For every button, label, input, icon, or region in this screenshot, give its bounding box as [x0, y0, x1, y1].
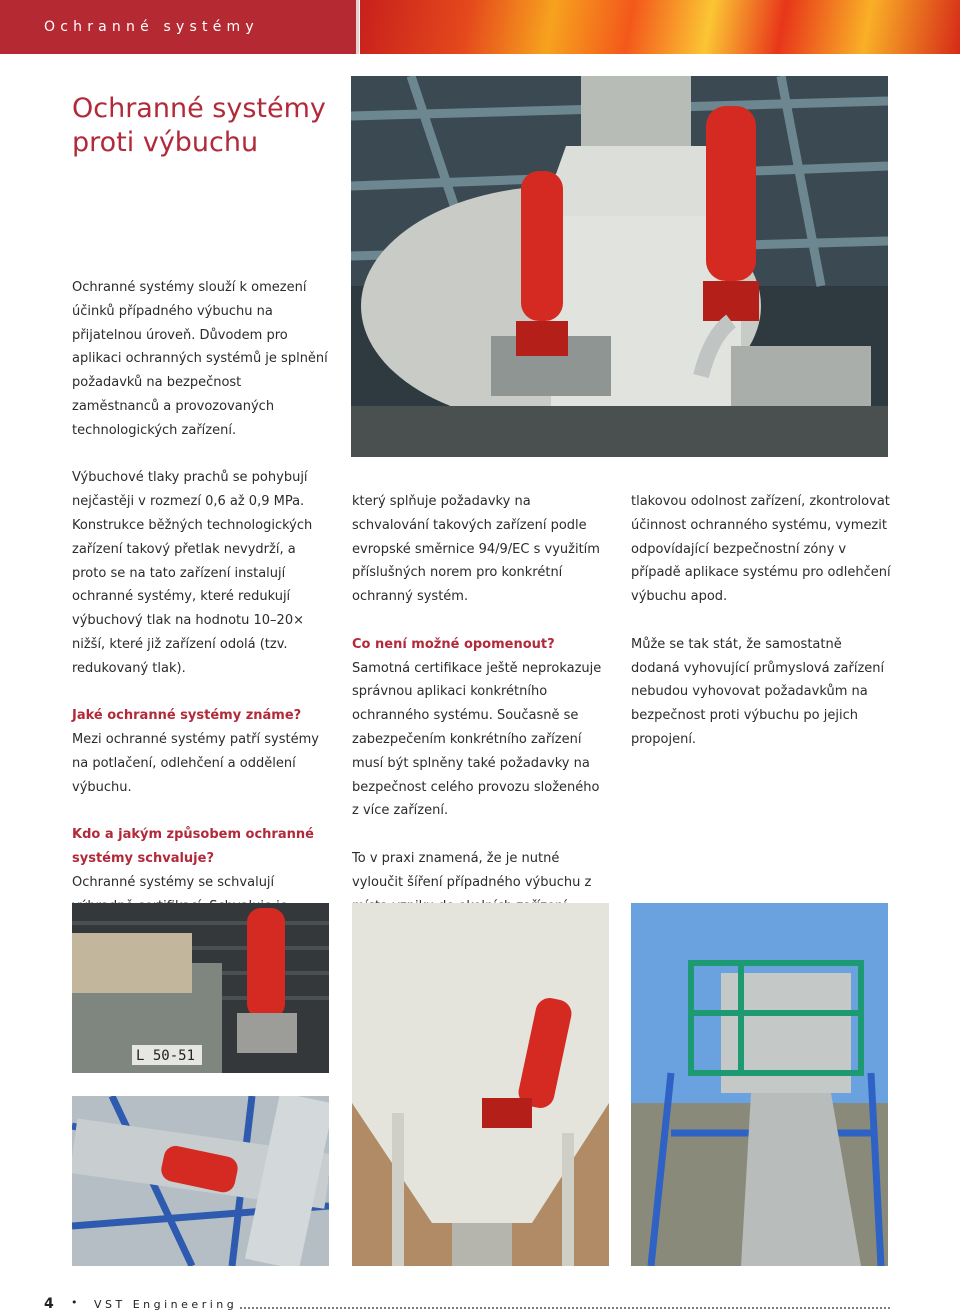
paragraph: Ochranné systémy se schvalují: [72, 874, 275, 890]
photo-elevated-structure: [631, 903, 888, 1266]
paragraph: který splňuje požadavky na schvalování takových zařízení podle evropské směrnice 94/9/EC s využitím příslušných norem pro konkrétní ochranný systém.: [352, 494, 600, 605]
paragraph: tlakovou odolnost zařízení, zkontrolovat účinnost ochranného systému, vymezit odpovídající bezpečnostní zóny v případě aplikace systému pro odlehčení výbuchu apod.: [631, 494, 891, 605]
section-header-tab: [0, 0, 359, 54]
paragraph: Výbuchové tlaky prachů se pohybují nejčastěji v rozmezí 0,6 až 0,9 MPa. Konstrukce běžných technologických zařízení takový přetlak nevydrží, a proto se na tato zařízení instalují ochranné systémy, které redukují výbuchový tlak na hodnotu 10–20× nižší, které již zařízení odolá (tzv. redukovaný tlak).: [72, 470, 313, 676]
section-heading: Co není možné opomenout?: [352, 636, 555, 652]
footer-brand: VST Engineering: [94, 1298, 238, 1311]
paragraph: Může se tak stát, že samostatně dodaná vyhovující průmyslová zařízení nebudou vyhovovat požadavkům na bezpečnost proti výbuchu po jejich propojení.: [631, 636, 885, 747]
paragraph: Mezi ochranné systémy patří systémy na potlačení, odlehčení a oddělení výbuchu.: [72, 732, 319, 795]
page-footer: [0, 1296, 960, 1315]
text-column-2: [352, 490, 610, 966]
text-column-1: [72, 276, 332, 966]
header-flame-banner: [360, 0, 960, 54]
paragraph: To v praxi znamená, že je nutné vyloučit šíření případného výbuchu z: [352, 850, 592, 890]
photo-main-suppression-system: [351, 76, 888, 457]
footer-bullet: •: [71, 1296, 78, 1309]
page-title-line-2: proti výbuchu: [72, 127, 259, 158]
section-title: Ochranné systémy: [44, 19, 259, 35]
paragraph: Ochranné systémy slouží k omezení účinků případného výbuchu na přijatelnou úroveň. Důvodem pro aplikaci ochranných systémů je splnění požadavků na bezpečnost zaměstnanců a provozovaných technologických zařízení.: [72, 280, 328, 438]
photo-pipe-extinguisher: [72, 1096, 329, 1266]
page-title: [72, 92, 326, 160]
paragraph: Samotná certifikace ještě neprokazuje správnou aplikaci konkrétního ochranného systému. Současně se zabezpečením konkrétního zařízení musí být splněny také požadavky na bezpečnost celého provozu složeného z více zařízení.: [352, 660, 602, 819]
footer-dotted-rule: [240, 1307, 890, 1309]
photo-duct-extinguisher: [72, 903, 329, 1073]
photo-silo-extinguisher: [352, 903, 609, 1266]
page-title-line-1: Ochranné systémy: [72, 93, 326, 124]
section-heading: Kdo a jakým způsobem ochranné systémy schvaluje?: [72, 827, 314, 867]
section-heading: Jaké ochranné systémy známe?: [72, 708, 302, 724]
photo-label-tag: L 50-51: [136, 1048, 196, 1064]
page-number: 4: [44, 1296, 54, 1312]
text-column-3: [631, 490, 891, 776]
